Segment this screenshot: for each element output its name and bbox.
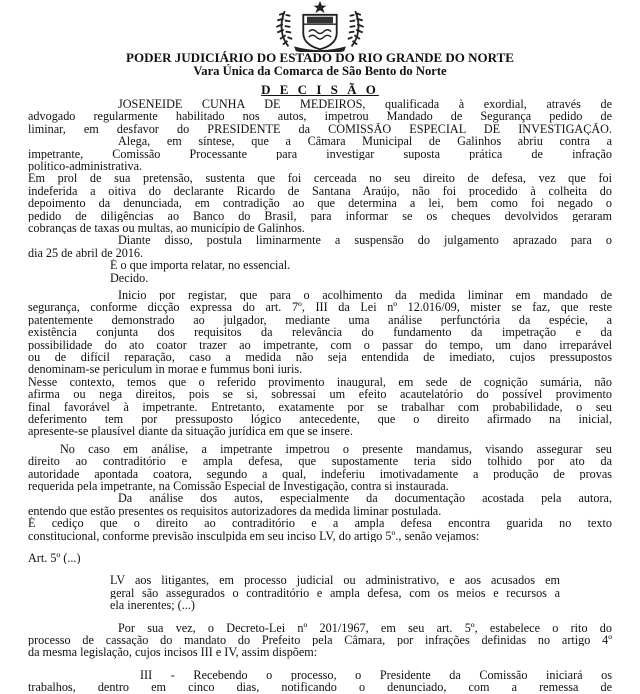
court-heading: PODER JUDICIÁRIO DO ESTADO DO RIO GRANDE DO NORTE (126, 50, 514, 65)
body-line: É cediço que o direito ao contraditório e a ampla defesa encontra guarida no texto (28, 517, 612, 530)
body-line: depoimento da denunciada, em contradição ao que determina a lei, bem como foi negado o (28, 197, 612, 210)
body-line: Alega, em síntese, que a Câmara Municipal de Galinhos abriu contra a (118, 135, 612, 148)
body-line: LV aos litigantes, em processo judicial ou administrativo, e aos acusados em (110, 574, 560, 587)
body-line: politico-administrativa. (28, 160, 143, 173)
court-unit-heading: Vara Única da Comarca de São Bento do Norte (193, 64, 447, 78)
body-line: segurança, conforme dicção expressa do art. 7º, III da Lei nº 12.016/09, mister se faz, que reste (28, 301, 612, 314)
body-line: apresente-se plausível diante da situação jurídica em que se insere. (28, 425, 353, 438)
body-line: Inicio por registar, que para o acolhimento da medida liminar em mandado de (118, 289, 612, 302)
body-line: indeferida a oitiva do declarante Ricardo de Santana Araújo, não foi procedido à colheita do (28, 184, 612, 198)
body-line: ela inerentes; (...) (110, 599, 195, 612)
body-line: afirma ou nega direitos, pois se si, sobressai um efeito acautelatório do possível provimento (28, 388, 612, 401)
body-line: JOSENEIDE CUNHA DE MEDEIROS, qualificada à exordial, através de (118, 98, 612, 111)
body-line: Da análise dos autos, especialmente da documentação acostada pela autora, (118, 492, 612, 505)
body-line: Diante disso, postula liminarmente a suspensão do julgamento aprazado para o (118, 234, 612, 247)
coat-of-arms-emblem (268, 0, 372, 52)
body-line: deferimento tem por pressuposto lógico antecedente, que o direito afirmado na inicial, (28, 413, 612, 426)
body-line: Art. 5º (...) (28, 552, 81, 565)
body-line: cobranças de taxas ou multas, ao município de Galinhos. (28, 222, 305, 235)
body-line: Decido. (110, 271, 149, 284)
body-line: da mesma legislação, cujos incisos III e IV, assim dispõem: (28, 646, 318, 659)
body-line: denominam-se periculum in morae e fummus boni iuris. (28, 363, 303, 376)
body-line: requerida pela impetrante, na Comissão Especial de Investigação, contra si instaurada. (28, 480, 449, 493)
body-line: É o que importa relatar, no essencial. (110, 259, 291, 272)
body-line: trabalhos, dentro em cinco dias, notificando o denunciado, com a remessa de (28, 681, 612, 694)
body-line: autoridade apontada coatora, segundo a qual, indeferiu imotivadamente a produção de provas (28, 467, 612, 480)
body-line: constitucional, conforme previsão insculpida em seu inciso LV, do artigo 5º., senão vejamos: (28, 529, 480, 542)
body-line: Nesse contexto, temos que o referido provimento inaugural, em sede de cognição sumária, não (28, 375, 612, 389)
body-line: advogado regularmente habilitado nos autos, impetrou Mandado de Segurança pedido de (28, 110, 612, 123)
body-line: III - Recebendo o processo, o Presidente da Comissão iniciará os (140, 668, 612, 682)
body-line: liminar, em desfavor do PRESIDENTE da COMISSÃO ESPECIAL DE INVESTIGAÇÃO. (28, 122, 612, 136)
body-line: direito ao contraditório e ampla defesa, que supostamente teria sido tolhido por ato da (28, 455, 612, 468)
body-line: dia 25 de abril de 2016. (28, 246, 144, 260)
body-line: ou de difícil reparação, caso a medida não seja entendida de imediato, cujos pressupostos (28, 351, 612, 364)
body-line: Por sua vez, o Decreto-Lei nº 201/1967, em seu art. 5º, estabelece o rito do (118, 621, 612, 634)
body-line: impetrante, Comissão Processante para investigar suposta prática de infração (28, 147, 612, 160)
body-line: patentemente demonstrado ao julgador, mediante uma análise perfunctória da espécie, a (28, 313, 612, 327)
body-line: processo de cassação do mandato do Prefeito pela Câmara, por infrações definidas no artigo 4º (28, 634, 612, 647)
body-line: Em prol de sua pretensão, sustenta que foi cerceada no seu direito de defesa, vez que foi (28, 172, 612, 185)
body-line: possibilidade do ato coator trazer ao impetrante, com o passar do tempo, um dano irreparável (28, 338, 612, 351)
body-line: existência conjunta dos requisitos da relevância do fundamento da impetração e da (28, 326, 612, 339)
document-title: D E C I S Ã O (261, 82, 379, 97)
body-line: pedido de diligências ao Banco do Brasil, para informar se os cheques devolvidos geraram (28, 209, 612, 222)
body-line: No caso em análise, a impetrante impetrou o presente mandamus, visando assegurar seu (60, 442, 612, 456)
body-line: final favorável à impetrante. Entretanto, exatamente por se trabalhar com probabilidade, o seu (28, 400, 612, 413)
body-line: entendo que estão presentes os requisitos autorizadores da medida liminar postulada. (28, 504, 442, 518)
body-line: geral são assegurados o contraditório e ampla defesa, com os meios e recursos a (110, 586, 560, 600)
